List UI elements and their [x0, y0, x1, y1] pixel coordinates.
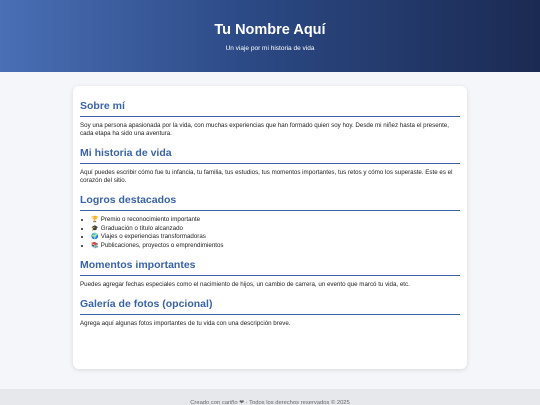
- section-achievements: [80, 194, 460, 250]
- section-heading: Momentos importantes: [80, 259, 460, 276]
- graduation-cap-icon: 🎓: [91, 225, 99, 232]
- page-subtitle: Un viaje por mi historia de vida: [225, 45, 315, 52]
- list-item-label: Publicaciones, proyectos o emprendimientos: [100, 241, 224, 249]
- section-heading: Sobre mí: [80, 100, 460, 117]
- section-heading: Galería de fotos (opcional): [80, 298, 460, 315]
- section-text: Puedes agregar fechas especiales como el nacimiento de hijos, un cambio de carrera, un evento que marcó tu vida, etc.: [80, 281, 410, 289]
- section-about: [80, 100, 460, 138]
- section-story: [80, 147, 460, 185]
- content-card: [73, 86, 467, 369]
- list-item-label: Graduación o título alcanzado: [100, 224, 183, 232]
- achievements-list: [91, 216, 460, 250]
- list-item-label: Premio o reconocimiento importante: [100, 216, 201, 223]
- globe-icon: 🌍: [91, 234, 99, 241]
- books-icon: 📚: [91, 242, 99, 249]
- list-item: [91, 233, 460, 242]
- page-footer: [0, 389, 540, 405]
- section-heading: Mi historia de vida: [80, 147, 460, 164]
- section-moments: [80, 259, 460, 289]
- page-header: [0, 0, 540, 72]
- list-item: [91, 216, 460, 225]
- section-gallery: [80, 298, 460, 328]
- page-title: Tu Nombre Aquí: [214, 22, 326, 38]
- section-text: Aquí puedes escribir cómo fue tu infancia, tu familia, tus estudios, tus momentos importantes, tus retos y cómo los superaste. Este es el corazón del sitio.: [80, 169, 453, 184]
- section-text: Soy una persona apasionada por la vida, con muchas experiencias que han formado quien soy hoy. Desde mi niñez hasta el presente, cada etapa ha sido una aventura.: [80, 122, 449, 137]
- trophy-icon: 🏆: [91, 217, 99, 223]
- list-item-label: Viajes o experiencias transformadoras: [100, 233, 206, 241]
- footer-text: Creado con cariño ❤ · Todos los derechos reservados © 2025: [190, 400, 350, 405]
- list-item: [91, 242, 460, 251]
- section-text: Agrega aquí algunas fotos importantes de tu vida con una descripción breve.: [80, 320, 291, 328]
- list-item: [91, 225, 460, 234]
- section-heading: Logros destacados: [80, 194, 460, 211]
